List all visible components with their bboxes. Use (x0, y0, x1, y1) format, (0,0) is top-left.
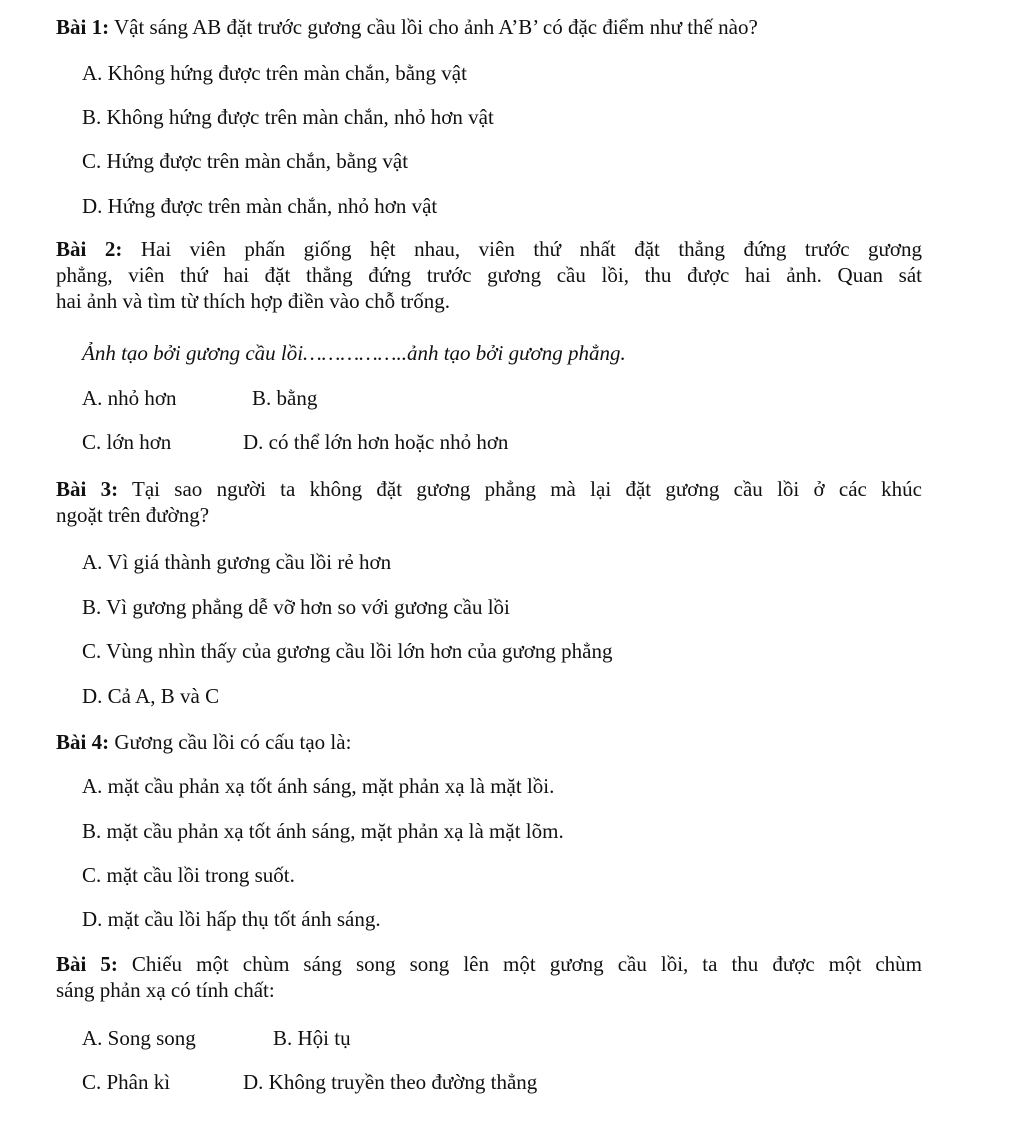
question-3-text-line-2: ngoặt trên đường? (56, 503, 210, 527)
question-2-text-line-2: phẳng, viên thứ hai đặt thẳng đứng trước gương cầu lồi, thu được hai ảnh. Quan sát (56, 263, 922, 287)
question-3 (56, 476, 922, 528)
question-1-label: Bài 1: (56, 15, 110, 39)
question-3-option-b: B. Vì gương phẳng dễ vỡ hơn so với gương cầu lồi (82, 595, 510, 619)
question-5-option-b: B. Hội tụ (273, 1026, 351, 1050)
question-2-option-b: B. bằng (252, 386, 318, 410)
question-2-text-line-3: hai ảnh và tìm từ thích hợp điền vào chỗ trống. (56, 289, 450, 313)
question-4 (56, 729, 351, 755)
question-5-option-c: C. Phân kì (82, 1070, 171, 1094)
question-2-fill-sentence: Ảnh tạo bởi gương cầu lồi……………..ảnh tạo bởi gương phẳng. (82, 341, 626, 365)
question-3-label: Bài 3: (56, 477, 119, 501)
question-4-option-c: C. mặt cầu lồi trong suốt. (82, 863, 295, 887)
question-2-option-c: C. lớn hơn (82, 430, 172, 454)
question-5-label: Bài 5: (56, 952, 118, 976)
question-2-option-d: D. có thể lớn hơn hoặc nhỏ hơn (243, 430, 509, 454)
question-2-label: Bài 2: (56, 237, 123, 261)
question-3-option-c: C. Vùng nhìn thấy của gương cầu lồi lớn hơn của gương phẳng (82, 639, 613, 663)
question-4-label: Bài 4: (56, 730, 110, 754)
question-4-option-b: B. mặt cầu phản xạ tốt ánh sáng, mặt phản xạ là mặt lõm. (82, 819, 564, 843)
question-1-text: Vật sáng AB đặt trước gương cầu lồi cho ảnh A’B’ có đặc điểm như thế nào? (113, 15, 758, 39)
question-1-option-c: C. Hứng được trên màn chắn, bằng vật (82, 149, 409, 173)
question-5-text-line-2: sáng phản xạ có tính chất: (56, 978, 275, 1002)
question-1-option-b: B. Không hứng được trên màn chắn, nhỏ hơn vật (82, 105, 494, 129)
question-3-option-d: D. Cả A, B và C (82, 684, 220, 708)
question-2 (56, 236, 922, 314)
question-5-option-d: D. Không truyền theo đường thẳng (243, 1070, 538, 1094)
question-1 (56, 14, 758, 40)
question-2-text-line-1: Hai viên phấn giống hệt nhau, viên thứ nhất đặt thẳng đứng trước gương (140, 237, 923, 261)
question-1-option-d: D. Hứng được trên màn chắn, nhỏ hơn vật (82, 194, 438, 218)
question-1-option-a: A. Không hứng được trên màn chắn, bằng vật (82, 61, 467, 85)
question-5 (56, 951, 922, 1003)
question-3-option-a: A. Vì giá thành gương cầu lồi rẻ hơn (82, 550, 392, 574)
question-5-text-line-1: Chiếu một chùm sáng song song lên một gương cầu lồi, ta thu được một chùm (131, 952, 922, 976)
question-4-text: Gương cầu lồi có cấu tạo là: (114, 730, 352, 754)
question-3-text-line-1: Tại sao người ta không đặt gương phẳng mà lại đặt gương cầu lồi ở các khúc (132, 477, 922, 501)
question-5-option-a: A. Song song (82, 1026, 196, 1050)
question-4-option-a: A. mặt cầu phản xạ tốt ánh sáng, mặt phản xạ là mặt lồi. (82, 774, 555, 798)
question-2-option-a: A. nhỏ hơn (82, 386, 177, 410)
question-4-option-d: D. mặt cầu lồi hấp thụ tốt ánh sáng. (82, 907, 381, 931)
